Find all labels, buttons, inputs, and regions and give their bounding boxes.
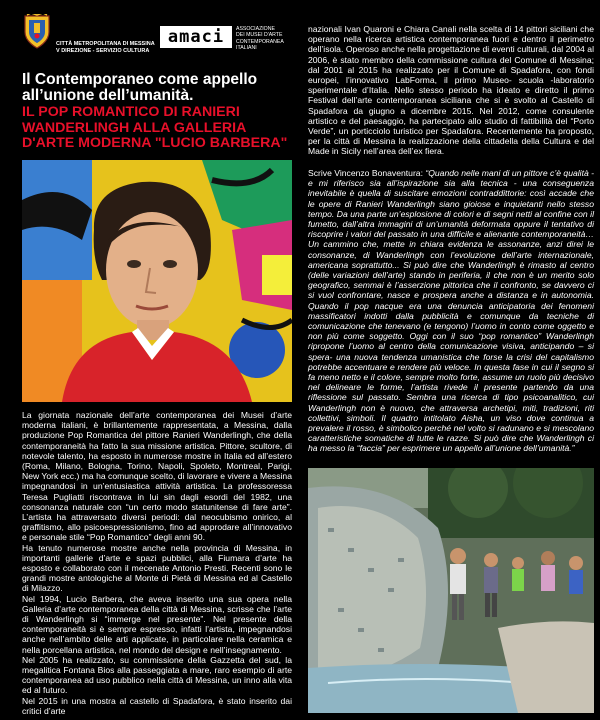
fountain-photo (308, 468, 594, 713)
quote-paragraph (308, 168, 594, 454)
paragraph: Nel 1994, Lucio Barbera, che aveva inserito una sua opera nella Galleria d’arte contemporanea della città di Messina, scrisse che l’arte di Wanderlingh si “immerge nel presente”. Nel presente della contemporaneità si è sempre espresso, infatti l’artista, impegnandosi anche nell’ambito delle arti applicate, in particolare nella ceramica e nella porcellana artistica, nel mondo del design e nell’insegnamento. (22, 593, 292, 655)
quote-intro: Scrive Vincenzo Bonaventura: (308, 168, 426, 178)
amaci-line: DEI MUSEI D'ARTE (236, 32, 283, 39)
organization-line: CITTÀ METROPOLITANA DI MESSINA (56, 41, 155, 47)
paragraph: Ha tenuto numerose mostre anche nella provincia di Messina, in importanti gallerie d’arte e spazi pubblici, alla Fiumara d’arte ha esposto e collaborato con il mecenate Antonio Presti. Recenti sono le grandi mostre antologiche al Monte di Pietà di Messina ed al Castello di Milazzo. (22, 542, 292, 594)
paragraph: Nel 2015 in una mostra al castello di Spadafora, è stato inserito dai critici d’arte (22, 695, 292, 716)
paragraph: La giornata nazionale dell’arte contemporanea dei Musei d’arte moderna italiani, è brillantemente rappresentata, a Messina, dalla produzione Pop Romantica del pittore Ranieri Wanderlingh, che della contemporaneità ha fatto la sua missione artistica. Pittore, scultore, di notevole talento, ha esposto in numerose mostre in Italia ed all’estero (Roma, Milano, Bologna, Torino, Napoli, Spoleto, Montreal, Parigi, New York ecc.) ma ha comunque scelto, di lavorare e vivere a Messina impegnandosi in un’entusiastica attività artistica. La professoressa Teresa Pugliatti riscontrava in lui sin dagli esordi del 1982, una consonanza naturale con “un certo modo statunitense di fare arte”. L’artista ha attraversato diversi periodi: dal neocubismo onirico, al graffitismo, allo psicoespressionismo, fino ad approdare all’innovativo e personale stile “Pop Romantico” degli anni 90. (22, 410, 292, 543)
amaci-line: ITALIANI (236, 45, 257, 52)
artist-portrait-photo (22, 160, 292, 402)
coat-of-arms-icon (22, 14, 52, 50)
left-article-body (22, 410, 292, 716)
amaci-line: ASSOCIAZIONE (236, 26, 275, 32)
paragraph: Nel 2005 ha realizzato, su commissione della Gazzetta del sud, la megalitica Fontana Bios alla passeggiata a mare, raro esempio di arte contemporanea ad uso pubblico nella città di Messina, un inno alla vita ed al futuro. (22, 654, 292, 696)
amaci-text (236, 26, 284, 52)
header-logos (8, 0, 292, 62)
amaci-line: CONTEMPORANEA (236, 38, 284, 45)
left-column (8, 0, 292, 716)
right-article-body (308, 24, 594, 157)
organization-text (56, 41, 155, 54)
organization-department: V DIREZIONE - SERVIZIO CULTURA (56, 47, 150, 54)
amaci-logo: amaci (160, 26, 232, 48)
subheadline: IL POP ROMANTICO DI RANIERI WANDERLINGH ALLA GALLERIA D'ARTE MODERNA "LUCIO BARBERA" (22, 104, 288, 151)
quote-text: “Quando nelle mani di un pittore c’è qualità - e mi riferisco sia all’ispirazione sia alla tecnica - una conseguenza inevitabile è quella di suscitare emozioni contraddittorie: così accade che le opere di Ranieri Wanderlingh siano gioiose e inquietanti nello stesso tempo. Da una parte un’esplosione di colori e di segni netti al confine con il fumetto, dall’altra immagini di un’umanità deformata oppure il tentativo di riscoprire i valori del passato in una difficile e alienante contemporaneità… Un cammino che, mette in chiara evidenza le assonanze, anzi direi le consonanze, di Wanderlingh con l’evoluzione dell’arte internazionale, americana soprattutto... Si può dire che Wanderlingh è rimasto al centro (delle variazioni dell’arte) stando in periferia, il che non è un merito solo geografico, semmai è l’asserzione pittorica che il confronto, se davvero ci si vuol confrontare, nasce e prospera anche a distanza e in autonomia. Quando il pop nacque era una denuncia anticipatoria dei fenomeni massificatori indotti dalla pubblicità e comunque da tecniche di comunicazione che tenevano (e tengono) l’uomo in conto come oggetto e non più come soggetto. Oggi con il suo “pop romantico” Wanderlingh ripropone l’uomo al centro della comunicazione visiva, anticipando – si spera- una nuova tendenza umanistica che forse la crisi del capitalismo potrebbe accentuare e rendere più veloce. In questa fase in cui il segno si fa meno netto e il colore, sempre molto forte, assume un ruolo più decisivo nel delineare le forme, l’artista rivede il presente partendo da una riflessione sul passato. Sembra una ricerca di tipo psicoanalitico, cui Wanderlingh non è nuovo, che attraversa archetipi, miti, tradizioni, riti collettivi, simboli. Il quadro intitolato Aisha, un viso dove continua a prevalere il rosso, è simbolico perché nel volto si radunano e si mescolano caratteristiche somatiche di tutte le razze. Si può dire che Wanderlingh ci ha messo la “faccia” per esprimere un appello all’unione dell’umanità.” (308, 168, 594, 454)
headline: Il Contemporaneo come appello all’unione dell’umanità. (22, 71, 258, 104)
quote-section (308, 168, 594, 454)
paragraph: nazionali Ivan Quaroni e Chiara Canali nella scelta di 14 pittori siciliani che operano nella ricerca artistica contemporanea fuori e dentro il perimetro dell’isola. Operoso anche nella progettazione di eventi culturali, dal 2004 al 2006, è stato membro della commissione cultura del Comune di Messina; dal 2001 al 2015 ha realizzato per il Comune di Spadafora, con fondi europei, l’innovativo LabForma, il primo Museo- scuola -laboratorio sperimentale d’Italia. Nello stesso periodo ha ideato e diretto il primo Festival dell’arte contemporanea siciliana che si è svolto al Castello di Spadafora da giugno a dicembre 2015. Nel 2012, come consulente artistico e del paesaggio, ha partecipato allo studio di fattibilità del “Porto Verde”, un porticciolo turistico per Spadafora. Recentemente ha proposto, per la città di Messina la realizzazione della cittadella della Cultura e del Made in Sicily nell’area dell’ex fiera. (308, 24, 594, 157)
